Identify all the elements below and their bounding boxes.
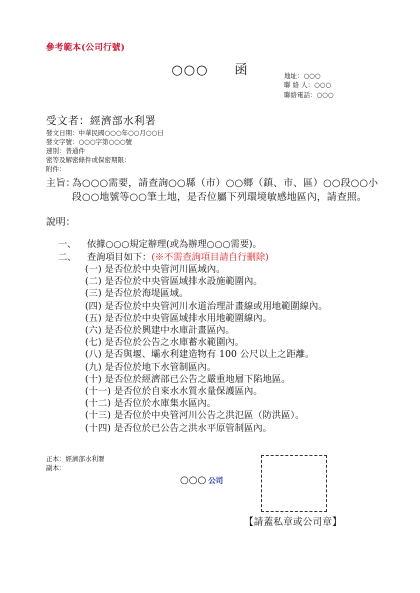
contact-phone: 聯絡電話：○○○	[284, 90, 334, 99]
original-recipient: 正本：經濟部水利署	[46, 455, 105, 463]
list-item: (八) 是否與堰、壩水利建造物有 100 公尺以上之距離。	[85, 349, 315, 361]
contact-address: 地址：○○○	[284, 72, 321, 80]
list-item: (三) 是否位於海堤區域。	[85, 288, 189, 300]
explanation-label: 說明：	[46, 217, 76, 228]
query-items-list	[85, 264, 328, 435]
list-item: (十三) 是否位於中央管河川公告之洪氾區（防洪區）。	[85, 410, 305, 422]
sample-label: 參考範本(公司行號)	[46, 43, 126, 53]
stamp-box	[261, 455, 327, 512]
contact-block	[284, 72, 334, 100]
list-item: (十) 是否位於經濟部已公告之嚴重地層下陷地區。	[85, 373, 291, 385]
meta-confidentiality: 密等及解密條件或保密期限：	[46, 156, 131, 165]
item-text: 依據○○○規定辦理(或為辦理○○○需要)。	[87, 239, 262, 250]
copy-recipient: 副本：	[46, 464, 66, 472]
list-item: (十二) 是否位於水庫集水區內。	[85, 398, 217, 410]
explanation-item	[58, 251, 269, 264]
item-number: 二、	[58, 252, 77, 264]
list-item: (四) 是否位於中央管河川水道治理計畫線或用地範圍線內。	[85, 300, 328, 312]
explanation-item	[58, 238, 269, 251]
list-item: (九) 是否位於地下水管制區內。	[85, 361, 217, 373]
list-item: (七) 是否位於公告之水庫蓄水範圍內。	[85, 337, 244, 349]
contact-person: 聯 絡 人：○○○	[284, 81, 332, 90]
stamp-note: 【請蓋私章或公司章】	[244, 517, 343, 528]
subject-text: 為○○○需要，請查詢○○縣（市）○○鄉（鎮、市、區）○○段○○小段○○地號等○○筆土地，是否位屬下列環境敏感地區內，請查照。	[72, 178, 379, 203]
meta-number: 發文字號：○○○字第○○○號	[46, 138, 133, 147]
document-title	[0, 59, 420, 78]
list-item: (一) 是否位於中央管河川區域內。	[85, 264, 226, 275]
title-doc-type: 函	[234, 63, 249, 78]
list-item: (五) 是否位於中央管區域排水用地範圍線內。	[85, 312, 272, 324]
meta-date: 發文日期：中華民國○○○年○○月○○日	[46, 129, 164, 137]
company-name: ○○○	[180, 475, 207, 486]
recipient: 受文者：經濟部水利署	[46, 115, 156, 127]
list-item: (十一) 是否位於自來水水質水量保護區內。	[85, 386, 263, 398]
subject-label: 主旨：	[46, 178, 76, 189]
item-note: (※不需查詢項目請自行刪除)	[151, 252, 269, 264]
subject-section	[46, 177, 386, 205]
explanation-items	[58, 238, 269, 265]
list-item: (六) 是否位於興建中水庫計畫區內。	[85, 325, 235, 337]
meta-attachment: 附件：	[46, 165, 66, 174]
item-text: 查詢項目如下：	[87, 252, 152, 264]
company-suffix: 公司	[208, 476, 224, 485]
company-signature	[180, 475, 223, 486]
document-meta	[46, 129, 164, 174]
meta-speed: 速別：普通件	[46, 147, 85, 156]
distribution-block	[46, 455, 105, 473]
title-organization: ○○○	[171, 63, 209, 78]
item-number: 一、	[58, 239, 77, 250]
list-item: (十四) 是否位於已公告之洪水平原管制區內。	[85, 422, 272, 434]
list-item: (二) 是否位於中央管區域排水設施範圍內。	[85, 276, 263, 288]
